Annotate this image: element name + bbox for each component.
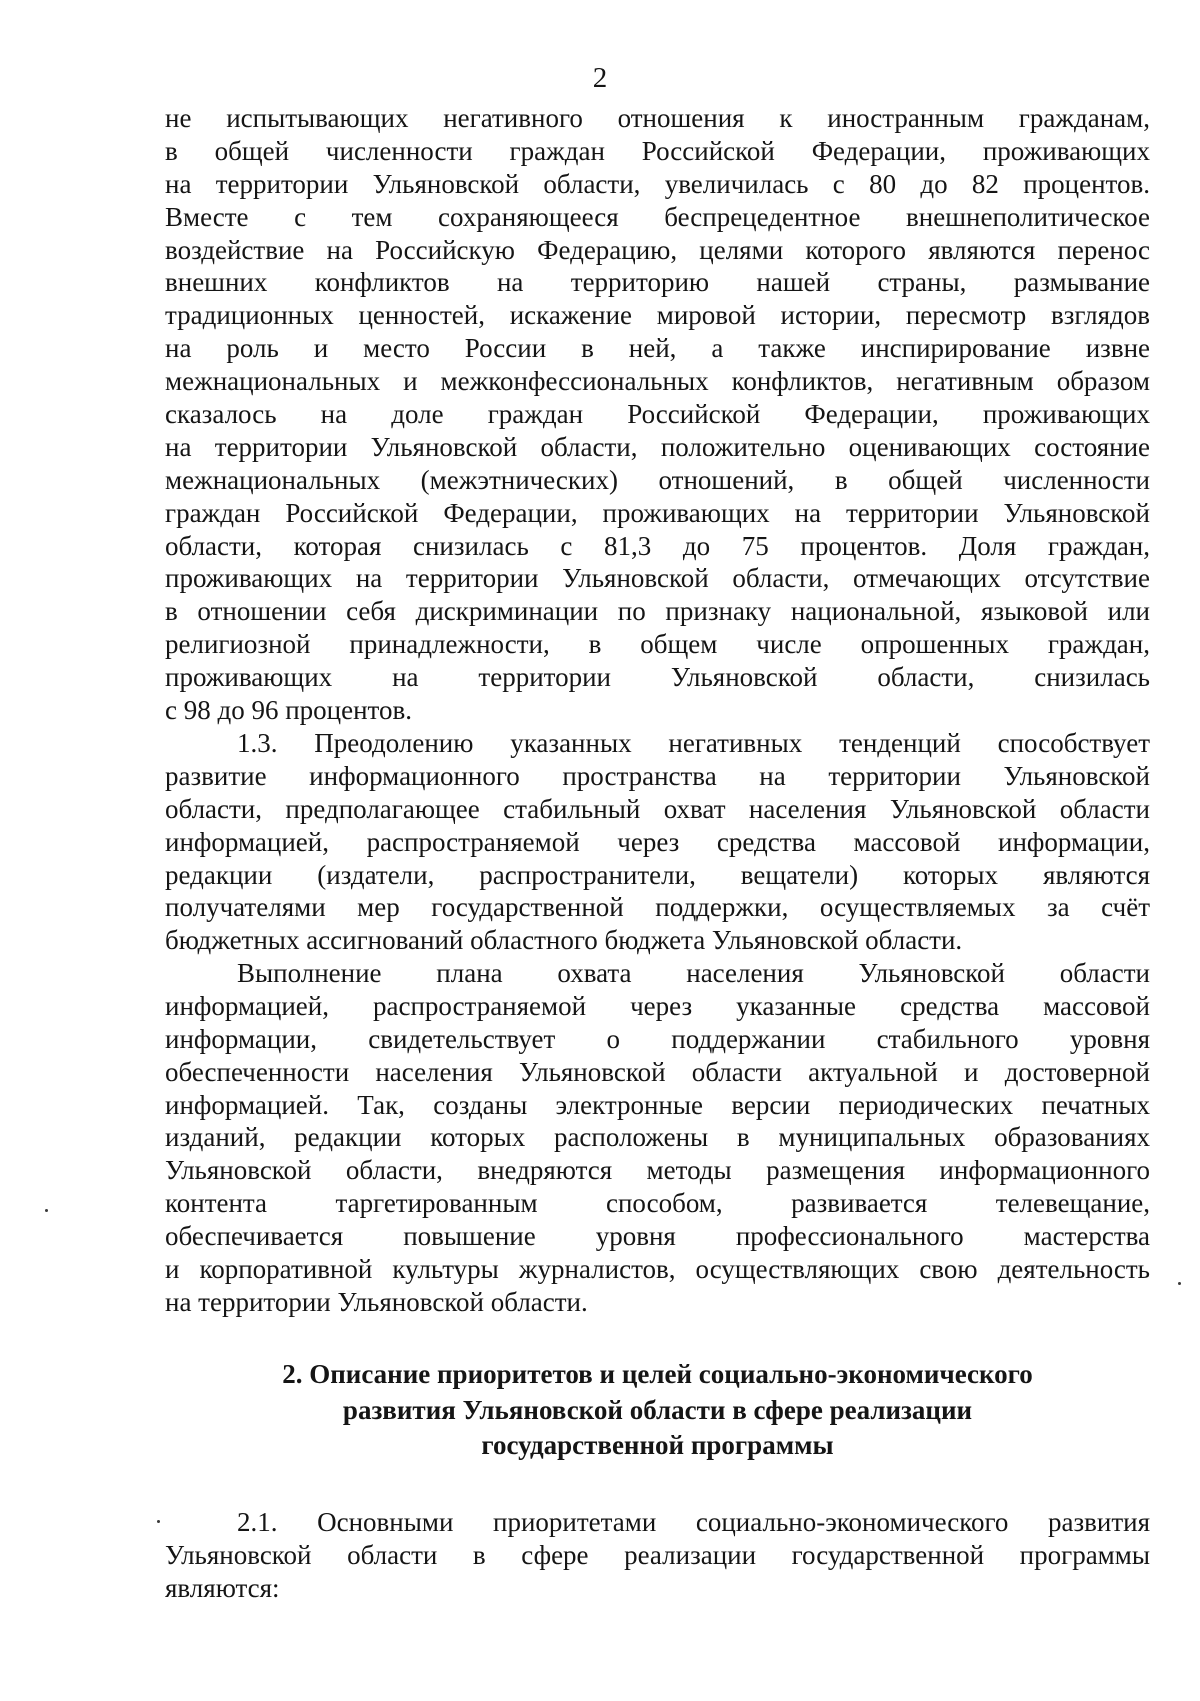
text-line: и корпоративной культуры журналистов, осуществляющих свою деятельность bbox=[165, 1254, 1150, 1285]
text-line: на территории Ульяновской области. bbox=[165, 1286, 588, 1317]
text-line: получателями мер государственной поддержки, осуществляемых за счёт bbox=[165, 892, 1150, 923]
text-line: Ульяновской области в сфере реализации государственной программы bbox=[165, 1539, 1150, 1570]
text-line: в общей численности граждан Российской Федерации, проживающих bbox=[165, 135, 1150, 166]
text-line: проживающих на территории Ульяновской области, отмечающих отсутствие bbox=[165, 563, 1150, 594]
scan-speck bbox=[157, 1520, 160, 1523]
paragraph-continuation bbox=[165, 102, 1150, 727]
page-number: 2 bbox=[592, 62, 608, 94]
text-line: информацией, распространяемой через указанные средства массовой bbox=[165, 990, 1150, 1021]
text-line: Выполнение плана охвата населения Ульяновской области bbox=[237, 958, 1150, 988]
text-line: с 98 до 96 процентов. bbox=[165, 695, 412, 726]
text-line: Ульяновской области, внедряются методы размещения информационного bbox=[165, 1155, 1150, 1186]
text-line: обеспеченности населения Ульяновской области актуальной и достоверной bbox=[165, 1056, 1150, 1087]
text-line: межнациональных (межэтнических) отношений, в общей численности bbox=[165, 464, 1150, 495]
text-line: области, предполагающее стабильный охват населения Ульяновской области bbox=[165, 793, 1150, 824]
text-line: изданий, редакции которых расположены в муниципальных образованиях bbox=[165, 1122, 1150, 1153]
text-line: внешних конфликтов на территорию нашей страны, размывание bbox=[165, 267, 1150, 298]
text-line: бюджетных ассигнований областного бюджета Ульяновской области. bbox=[165, 925, 963, 956]
text-line: в отношении себя дискриминации по признаку национальной, языковой или bbox=[165, 596, 1150, 627]
text-line: религиозной принадлежности, в общем числе опрошенных граждан, bbox=[165, 629, 1150, 660]
text-line: граждан Российской Федерации, проживающих на территории Ульяновской bbox=[165, 497, 1150, 528]
text-line: контента таргетированным способом, развивается телевещание, bbox=[165, 1188, 1150, 1219]
heading-line: развития Ульяновской области в сфере реализации bbox=[342, 1394, 973, 1425]
text-line: развитие информационного пространства на территории Ульяновской bbox=[165, 760, 1150, 791]
text-line: информацией, распространяемой через средства массовой информации, bbox=[165, 826, 1150, 857]
text-line: области, которая снизилась с 81,3 до 75 процентов. Доля граждан, bbox=[165, 530, 1150, 561]
section-heading bbox=[165, 1357, 1150, 1464]
text-line: являются: bbox=[165, 1572, 280, 1603]
text-line: обеспечивается повышение уровня профессионального мастерства bbox=[165, 1221, 1150, 1252]
paragraph-1-3 bbox=[165, 727, 1150, 957]
text-line: редакции (издатели, распространители, вещатели) которых являются bbox=[165, 859, 1150, 890]
paragraph-2-1 bbox=[165, 1506, 1150, 1605]
scan-speck bbox=[45, 1209, 48, 1212]
text-line: воздействие на Российскую Федерацию, целями которого являются перенос bbox=[165, 234, 1150, 265]
text-line: на территории Ульяновской области, положительно оценивающих состояние bbox=[165, 431, 1150, 462]
text-line: проживающих на территории Ульяновской области, снизилась bbox=[165, 662, 1150, 693]
text-line: традиционных ценностей, искажение мировой истории, пересмотр взглядов bbox=[165, 300, 1150, 331]
paragraph-execution bbox=[165, 957, 1150, 1319]
heading-line: 2. Описание приоритетов и целей социально-экономического bbox=[282, 1359, 1033, 1389]
text-line: информации, свидетельствует о поддержании стабильного уровня bbox=[165, 1023, 1150, 1054]
text-line: не испытывающих негативного отношения к иностранным гражданам, bbox=[165, 103, 1150, 133]
text-line: 1.3. Преодолению указанных негативных тенденций способствует bbox=[237, 728, 1150, 758]
scan-speck bbox=[1178, 1282, 1181, 1285]
text-line: на территории Ульяновской области, увеличилась с 80 до 82 процентов. bbox=[165, 168, 1150, 199]
text-line: сказалось на доле граждан Российской Федерации, проживающих bbox=[165, 399, 1150, 430]
text-line: межнациональных и межконфессиональных конфликтов, негативным образом bbox=[165, 366, 1150, 397]
text-line: на роль и место России в ней, а также инспирирование извне bbox=[165, 333, 1150, 364]
text-line: 2.1. Основными приоритетами социально-экономического развития bbox=[237, 1507, 1150, 1537]
text-line: информацией. Так, созданы электронные версии периодических печатных bbox=[165, 1089, 1150, 1120]
text-line: Вместе с тем сохраняющееся беспрецедентное внешнеполитическое bbox=[165, 201, 1150, 232]
heading-line: государственной программы bbox=[481, 1430, 834, 1460]
